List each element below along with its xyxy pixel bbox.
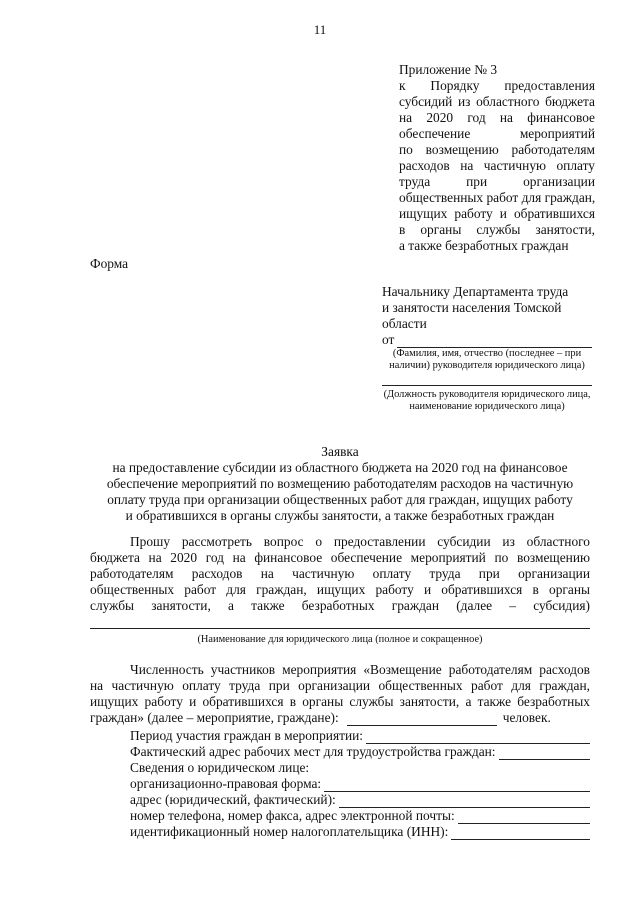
participants-count-row [90,710,590,726]
contacts-field[interactable] [458,811,590,824]
appendix-line: обеспечение мероприятий [399,126,595,141]
paragraph-line: Численность участников мероприятия «Возмещение работодателям расходов [130,662,590,677]
application-heading [90,444,590,524]
inn-field[interactable] [451,827,590,840]
appendix-line: труда при организации [399,174,595,189]
heading-line: оплату труда при организации общественных работ для граждан, ищущих работу [107,492,573,507]
paragraph-line: работодателям расходов на частичную оплату труда при организации [90,566,590,581]
appendix-line: ищущих работу и обратившихся [399,206,595,221]
legal-form-field[interactable] [324,779,590,792]
participants-paragraph [90,662,590,726]
legal-info-row [130,760,590,776]
paragraph-line: общественных работ для граждан, ищущих работу и обратившихся в органы [90,582,590,597]
participants-count-field[interactable] [347,713,497,726]
legal-form-label: организационно-правовая форма: [130,776,322,791]
from-caption: (Фамилия, имя, отчество (последнее – при наличии) руководителя юридического лица) [389,348,585,371]
heading-line: на предоставление субсидии из областного бюджета на 2020 год на финансовое [112,460,568,475]
appendix-line: а также безработных граждан [399,238,569,253]
page-number: 11 [313,22,327,37]
paragraph-line: ищущих работу и обратившихся в органы службы занятости, а также безработных [90,694,590,709]
legal-address-field[interactable] [339,795,590,808]
heading-line: обеспечение мероприятий по возмещению работодателям расходов на частичную [106,476,574,491]
legal-form-row [130,776,590,792]
heading-title: Заявка [321,444,359,459]
heading-line: и обратившихся в органы службы занятости, а также безработных граждан [125,508,555,523]
address-row [130,744,590,760]
appendix-line: субсидий из областного бюджета [399,94,595,109]
appendix-line: по возмещению работодателям [399,142,595,157]
appendix-header [399,62,595,254]
legal-info-label: Сведения о юридическом лице: [130,760,310,775]
request-paragraph [90,534,590,614]
appendix-line: к Порядку предоставления [399,78,595,93]
paragraph-line: на частичную оплату труда при организации общественных работ для граждан, [90,678,590,693]
addressee-line: области [382,316,427,331]
period-row [130,728,590,744]
period-field[interactable] [366,731,590,744]
organization-name-caption: (Наименование для юридического лица (полное и сокращенное) [197,634,483,645]
addressee-line: и занятости населения Томской [382,300,562,315]
appendix-line: общественных работ для граждан, [399,190,596,205]
organization-name-field[interactable] [90,628,590,629]
legal-address-row [130,792,590,808]
inn-row [130,824,590,840]
paragraph-line: бюджета на 2020 год на финансовое обеспечение мероприятий по возмещению [90,550,590,565]
appendix-line: в органы службы занятости, [399,222,595,237]
from-row [382,332,592,348]
paragraph-line: Прошу рассмотреть вопрос о предоставлении субсидии из областного [130,534,590,549]
participants-count-unit: человек. [502,710,551,725]
paragraph-line: службы занятости, а также безработных граждан (далее – субсидия) [90,598,590,613]
period-label: Период участия граждан в мероприятии: [130,728,364,743]
workplace-address-label: Фактический адрес рабочих мест для трудоустройства граждан: [130,744,496,759]
contacts-label: номер телефона, номер факса, адрес электронной почты: [130,808,455,823]
position-caption: (Должность руководителя юридического лица, наименование юридического лица) [383,389,591,412]
details-fields [130,728,590,840]
contacts-row [130,808,590,824]
appendix-line: на 2020 год на финансовое [399,110,595,125]
appendix-line: расходов на частичную оплату [399,158,595,173]
position-field[interactable] [382,384,592,386]
form-label: Форма [90,256,129,271]
addressee-line: Начальнику Департамента труда [382,284,569,299]
addressee-block [382,284,592,413]
appendix-title: Приложение № 3 [399,62,498,77]
from-label: от [382,332,395,347]
participants-count-label: граждан» (далее – мероприятие, граждане): [90,710,339,725]
from-name-field[interactable] [397,335,592,348]
workplace-address-field[interactable] [499,747,590,760]
inn-label: идентификационный номер налогоплательщика (ИНН): [130,824,449,839]
legal-address-label: адрес (юридический, фактический): [130,792,336,807]
